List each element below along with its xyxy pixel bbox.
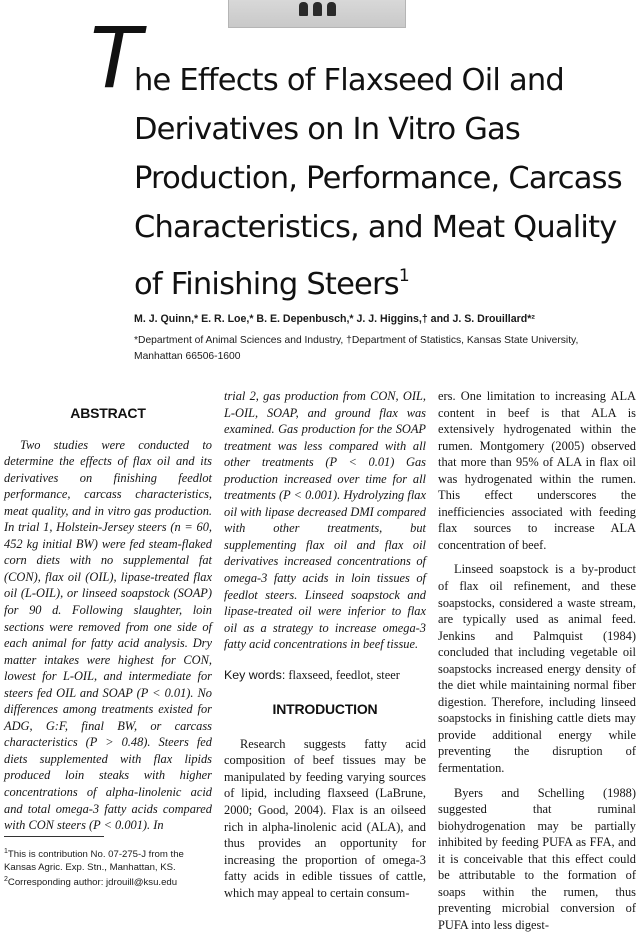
- footnote-mark: 2: [4, 876, 8, 884]
- affiliation: [134, 333, 634, 365]
- abstract-heading: ABSTRACT: [70, 405, 146, 421]
- introduction-paragraph-continued: ers. One limitation to increasing ALA content in beef is that ALA is extensively hydrogenated within the rumen. Montgomery (2005) observed that more than 95% of ALA in flax oil was hydrogenated within the rumen. This effect underscores the inefficiencies associated with feeding flax sources to increase ALA concentration of beef.: [438, 389, 636, 552]
- affiliation-line: Manhattan 66506-1600: [134, 351, 241, 362]
- affiliation-line: *Department of Animal Sciences and Industry, †Department of Statistics, Kansas State University,: [134, 335, 579, 346]
- introduction-paragraph: Byers and Schelling (1988) suggested that ruminal biohydrogenation may be partially inhibited by feeding PUFA as FFA, and it is conceivable that this effect could be attributable to the formation of soaps within the rumen, thus preventing microbial conversion of PUFA into less digest-: [438, 785, 636, 932]
- figure-silhouette: [313, 2, 322, 16]
- author-list: M. J. Quinn,* E. R. Loe,* B. E. Depenbusch,* J. J. Higgins,† and J. S. Drouillard*²: [134, 313, 535, 325]
- title-footnote-mark: 1: [398, 266, 409, 286]
- column-right: [438, 388, 636, 934]
- column-middle: [224, 388, 426, 901]
- title-line: he Effects of Flaxseed Oil and: [134, 63, 564, 98]
- footnote-text: This is contribution No. 07-275-J from the Kansas Agric. Exp. Stn., Manhattan, KS.: [4, 849, 184, 873]
- figure-silhouette: [327, 2, 336, 16]
- introduction-paragraph: Linseed soapstock is a by-product of flax oil refinement, and these soapstocks, considered a waste stream, are typically used as animal feed. Jenkins and Palmquist (1984) concluded that including vegetable oil soapstocks increased energy density of the diet while maintaining normal fiber digestion. Therefore, including linseed soapstocks in finishing cattle diets may provide additional energy while preventing the disruption of fermentation.: [438, 562, 636, 776]
- title-line: Derivatives on In Vitro Gas: [134, 112, 521, 147]
- introduction-paragraph: Research suggests fatty acid composition of beef tissues may be manipulated by feeding varying sources of lipid, including flaxseed (LaBrune, 2000; Good, 2004). Flax is an oilseed rich in alpha-linolenic acid (ALA), and thus provides an opportunity for increasing the proportion of omega-3 fatty acids in edible tissues of cattle, which may appeal to certain consum-: [224, 736, 426, 900]
- footnote: [4, 874, 216, 890]
- abstract-text-continued: trial 2, gas production from CON, OIL, L-OIL, SOAP, and ground flax was examined. Gas production for the SOAP treatment was less compared with all other treatments (P < 0.01) Gas production increased over time for all treatments (P < 0.001). Hydrolyzing flax oil with lipase decreased DMI compared with other treatments, but supplementing flax oil and flax oil derivatives increased concentrations of omega-3 fatty acids in loin tissues of feedlot steers. Linseed soapstock and lipase-treated oil were inferior to flax oil as a strategy to increase omega-3 fatty acid concentrations in beef tissue.: [224, 389, 426, 652]
- title-line: Production, Performance, Carcass: [134, 161, 622, 196]
- abstract-text: Two studies were conducted to determine the effects of flax oil and its derivatives on finishing feedlot performance, carcass characteristics, meat quality, and in vitro gas production. In trial 1, Holstein-Jersey steers (n = 60, 452 kg initial BW) were fed steam-flaked corn diets with no supplemental fat (CON), flax oil (OIL), lipase-treated flax oil (L-OIL), or linseed soapstock (SOAP) for 90 d. Following slaughter, loin sections were removed from one side of each animal for fatty acid analysis. Dry matter intakes were highest for CON, lowest for L-OIL, and intermediate for steers fed OIL and SOAP (P < 0.01). No differences among treatments existed for ADG, G:F, final BW, or carcass characteristics (P > 0.48). Steers fed diets supplemented with flax lipids produced loin steaks with higher concentrations of alpha-linolenic acid and total omega-3 fatty acids compared with CON steers (P < 0.001). In: [4, 437, 212, 833]
- footnote-mark: 1: [4, 848, 8, 855]
- keywords: [224, 667, 426, 684]
- column-left: [4, 405, 212, 834]
- title-line: Characteristics, and Meat Quality: [134, 210, 617, 245]
- keywords-label: Key words:: [224, 667, 286, 682]
- footnote-text: Corresponding author: jdrouill@ksu.edu: [7, 877, 178, 889]
- introduction-heading: INTRODUCTION: [272, 701, 378, 718]
- footnote-divider: [4, 836, 104, 837]
- title-line-last: of Finishing Steers$^1$: [134, 266, 409, 302]
- footnote: [4, 846, 216, 874]
- figure-silhouette: [299, 2, 308, 16]
- header-graphic: [228, 0, 406, 28]
- keywords-text: flaxseed, feedlot, steer: [288, 667, 400, 682]
- title-dropcap: T: [90, 9, 142, 107]
- footnotes: [4, 846, 216, 890]
